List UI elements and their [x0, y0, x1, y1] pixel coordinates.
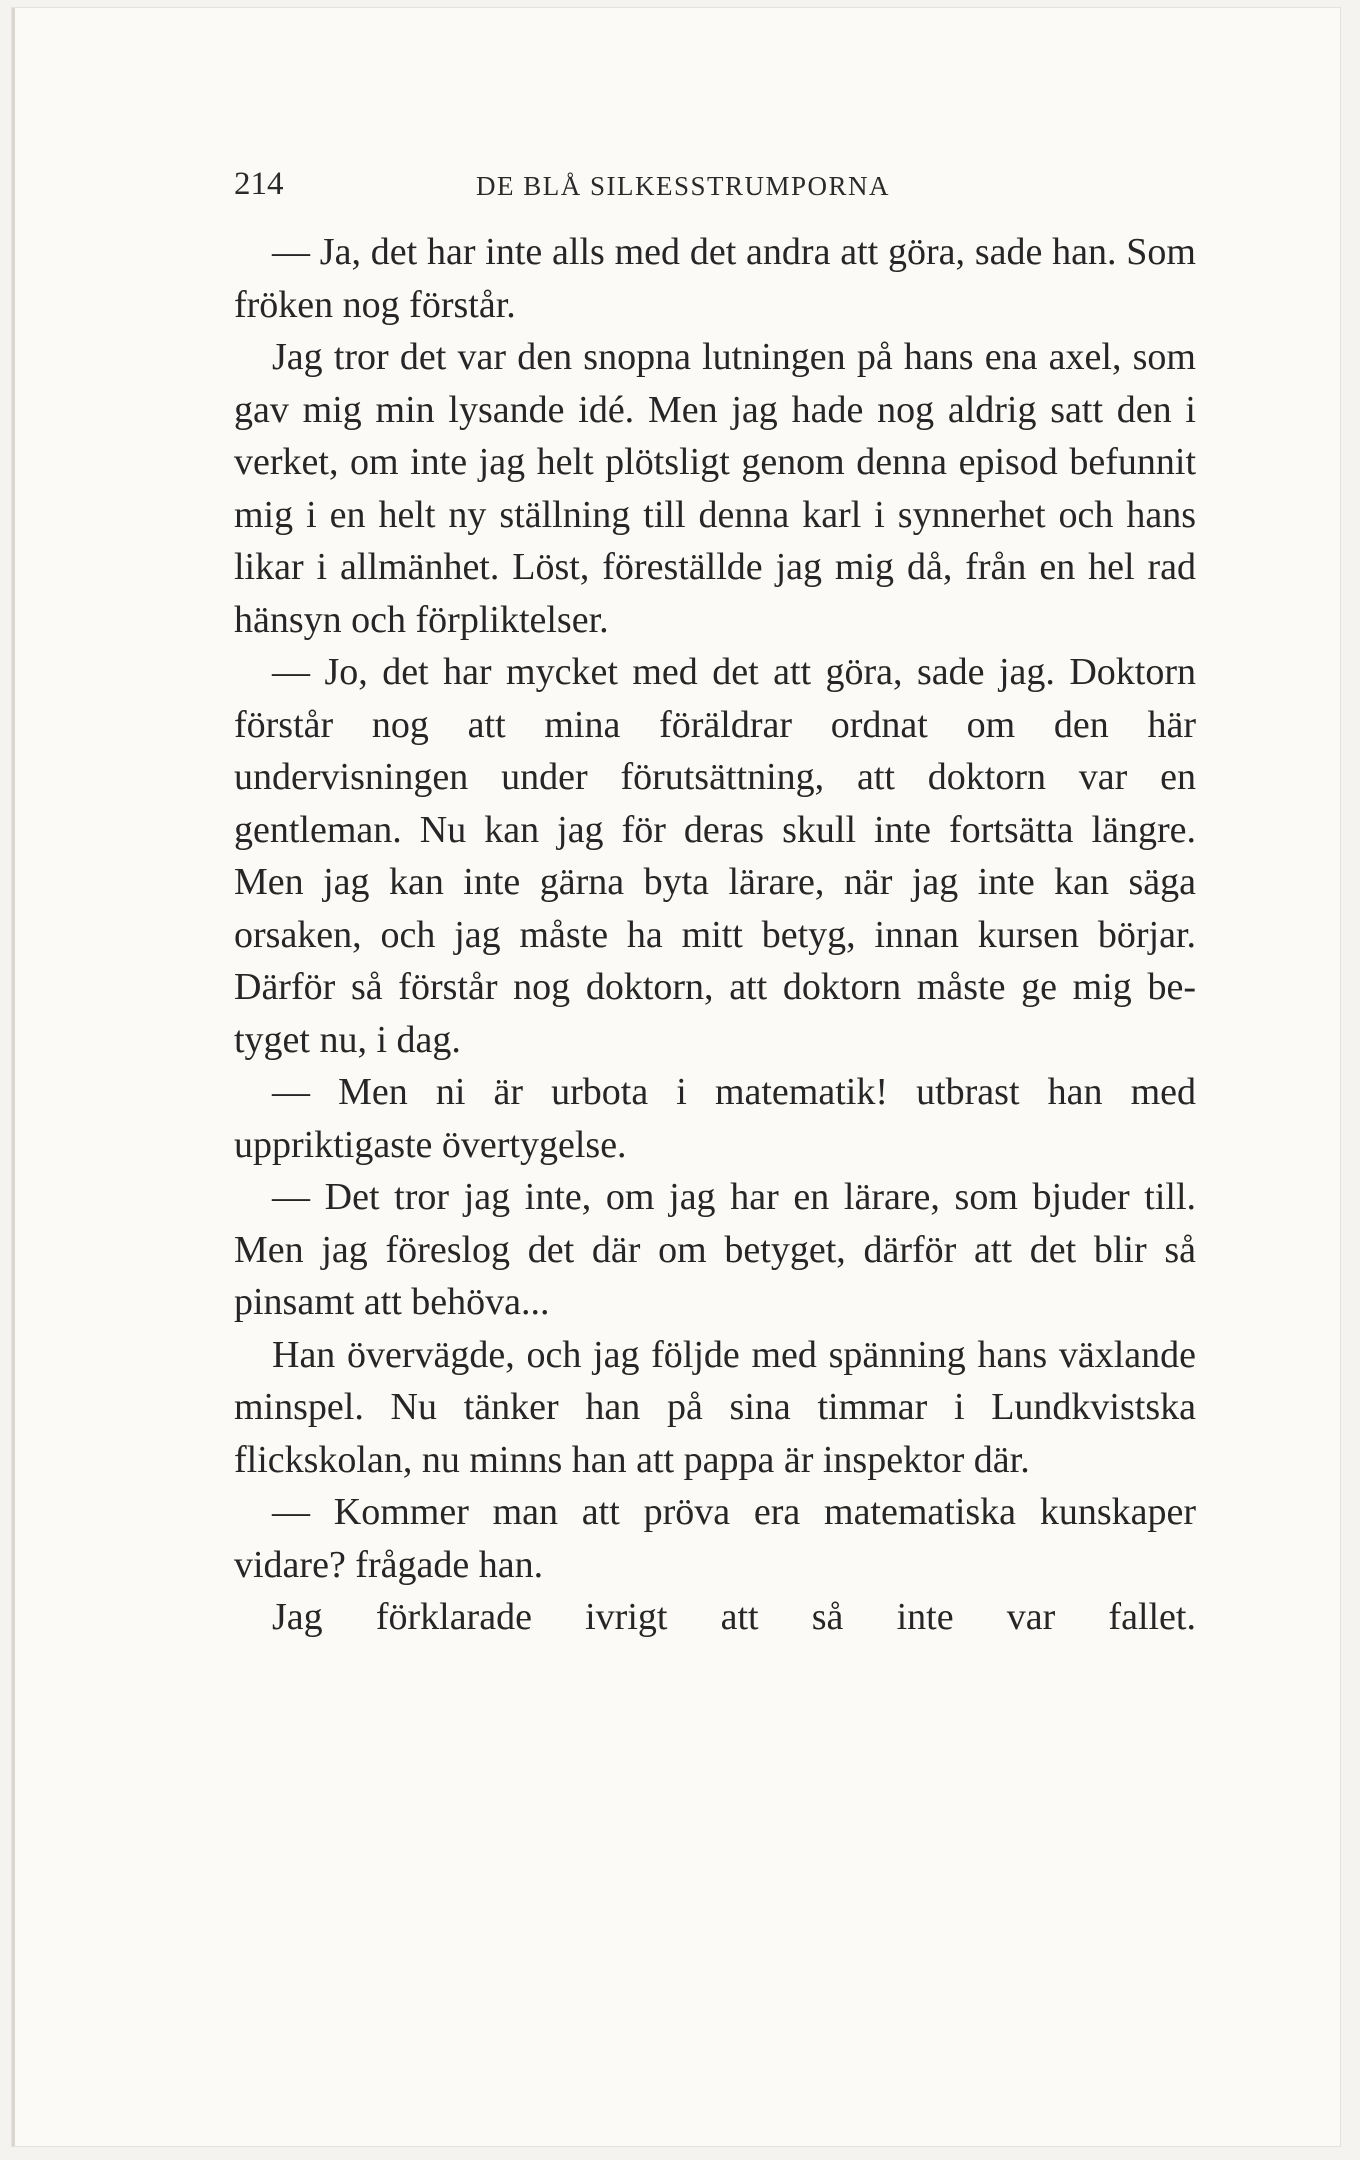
paragraph: Han övervägde, och jag följde med spänning hans växlande minspel. Nu tänker han på sina timmar i Lundkvistska flickskolan, nu minns han att pappa är inspektor där.: [234, 1333, 1196, 1481]
paragraph: — Jo, det har mycket med det att göra, sade jag. Doktorn förstår nog att mina föräldrar ordnat om den här undervisningen under förutsättning, att doktorn var en gentleman. Nu kan jag för deras skull inte fortsätta längre. Men jag kan inte gärna byta lärare, när jag inte kan säga orsaken, och jag måste ha mitt betyg, innan kursen börjar. Därför så förstår nog doktorn, att doktorn måste ge mig betyget nu, i dag.: [234, 651, 1196, 1061]
paragraph: — Kommer man att pröva era matematiska kunskaper vidare? frågade han.: [234, 1491, 1196, 1586]
page-edge: [12, 8, 15, 2146]
book-page: [12, 8, 1340, 2146]
paragraph: Jag förklarade ivrigt att så inte var fallet.: [272, 1596, 1196, 1638]
body-text: [234, 226, 1196, 1644]
page-number: 214: [234, 166, 284, 202]
page-header: [234, 166, 1214, 206]
paragraph: — Ja, det har inte alls med det andra att göra, sade han. Som fröken nog förstår.: [234, 231, 1196, 326]
running-title: DE BLÅ SILKESSTRUMPORNA: [476, 171, 891, 201]
paragraph: Jag tror det var den snopna lutningen på hans ena axel, som gav mig min lysande idé. Men jag hade nog aldrig satt den i verket, om inte jag helt plötsligt genom denna episod befunnit mig i en helt ny ställning till denna karl i synnerhet och hans likar i allmänhet. Löst, föreställde jag mig då, från en hel rad hänsyn och förpliktelser.: [234, 336, 1196, 641]
paragraph: — Det tror jag inte, om jag har en lärare, som bjuder till. Men jag föreslog det där om betyget, därför att det blir så pinsamt att behöva...: [234, 1176, 1196, 1323]
paragraph: — Men ni är urbota i matematik! utbrast han med uppriktigaste övertygelse.: [234, 1071, 1196, 1166]
